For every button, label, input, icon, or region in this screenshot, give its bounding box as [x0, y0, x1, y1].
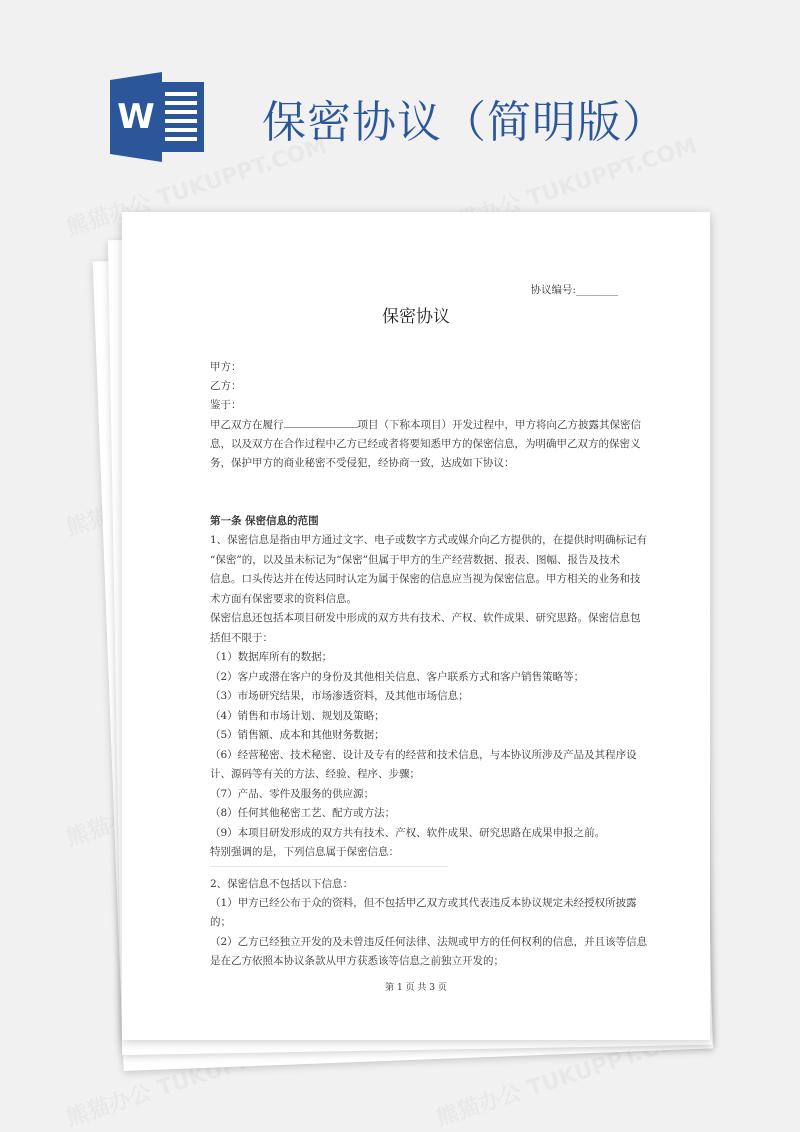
body-line: （7）产品、零件及服务的供应源； — [210, 787, 375, 800]
body-line: 括但不限于： — [210, 631, 273, 644]
agreement-number: 协议编号:________ — [530, 284, 618, 296]
body-line: （8）任何其他秘密工艺、配方或方法； — [210, 807, 396, 819]
body-line: （2）乙方已经独立开发的及未曾违反任何法律、法规或甲方的任何权利的信息，并且该等信息 — [210, 935, 648, 948]
divider — [210, 866, 448, 867]
banner-title: 保密协议（简明版） — [262, 97, 667, 148]
page-footer: 第 1 页 共 3 页 — [385, 983, 447, 993]
whereas: 鉴于： — [210, 399, 242, 411]
body-line: （1）甲方已经公布于众的资料，但不包括甲乙双方或其代表违反本协议规定未经授权所披露 — [210, 897, 637, 910]
preamble-tail: 项目（下称本项目）开发过程中，甲方将向乙方披露其保密信 — [357, 419, 641, 431]
document-title: 保密协议 — [382, 307, 450, 327]
body-line: 计、源码等有关的方法、经验、程序、步骤； — [210, 768, 420, 780]
body-line: 保密信息还包括本项目研发中形成的双方共有技术、产权、软件成果、研究思路。保密信息包 — [210, 612, 641, 624]
section1-heading: 第一条 保密信息的范围 — [210, 515, 319, 527]
word-icon — [110, 72, 210, 162]
preamble-start: 甲乙双方在履行 — [210, 419, 284, 431]
project-blank — [284, 418, 358, 428]
svg-text:W: W — [117, 97, 155, 137]
body-line: 特别强调的是，下列信息属于保密信息： — [210, 846, 399, 858]
body-line: 是在乙方依照本协议条款从甲方获悉该等信息之前独立开发的； — [210, 954, 504, 967]
body-line: 2、保密信息不包括以下信息： — [210, 878, 354, 890]
body-line: 术方面有保密要求的资料信息。 — [210, 592, 357, 605]
body-line: （1）数据库所有的数据； — [210, 651, 333, 663]
party-b: 乙方： — [210, 380, 242, 392]
body-line: （6）经营秘密、技术秘密、设计及专有的经营和技术信息，与本协议所涉及产品及其程序设 — [210, 748, 637, 761]
body-line: 1、保密信息是指由甲方通过文字、电子或数字方式或媒介向乙方提供的，在提供时明确标记有 — [210, 534, 648, 546]
preamble-line: 息，以及双方在合作过程中乙方已经或者将要知悉甲方的保密信息，为明确甲乙双方的保密义 — [210, 438, 641, 450]
body-line: 信息。口头传达并在传达同时认定为属于保密的信息应当视为保密信息。甲方相关的业务和技 — [210, 573, 641, 585]
body-line: （4）销售和市场计划、规划及策略； — [210, 709, 385, 722]
body-line: （2）客户或潜在客户的身份及其他相关信息、客户联系方式和客户销售策略等； — [210, 670, 585, 683]
body-line: （9）本项目研发形成的双方共有技术、产权、软件成果、研究思路在成果申报之前。 — [210, 826, 606, 839]
party-a: 甲方： — [210, 361, 242, 373]
document-page — [122, 212, 710, 1040]
preamble-line — [210, 417, 641, 432]
preamble-line: 务，保护甲方的商业秘密不受侵犯，经协商一致，达成如下协议： — [210, 457, 515, 469]
body-line: 的； — [210, 916, 231, 929]
body-line: （5）销售额、成本和其他财务数据； — [210, 729, 385, 741]
body-line: “保密”的，以及虽未标记为“保密”但属于甲方的生产经营数据、报表、图幅、报告及技术 — [210, 553, 620, 566]
body-line: （3）市场研究结果，市场渗透资料，及其他市场信息； — [210, 690, 469, 702]
